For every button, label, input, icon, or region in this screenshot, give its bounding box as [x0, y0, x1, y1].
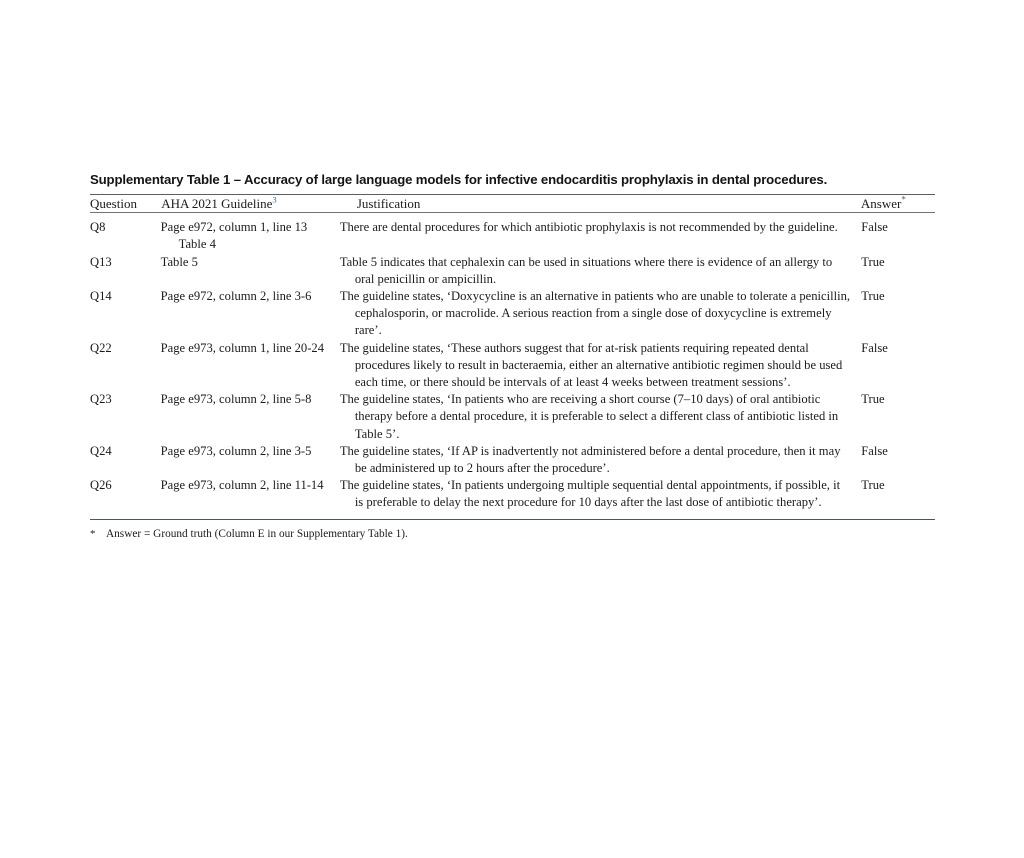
supplementary-table [90, 195, 935, 212]
footnote-marker: * [90, 527, 96, 540]
cell-justification: The guideline states, ‘In patients undergoing multiple sequential dental appointments, if possible, it is preferable to delay the next procedure for 10 days after the last dose of antibiotic therapy’. [339, 478, 841, 510]
cell-question: Q26 [90, 478, 112, 493]
supplementary-table-body [90, 213, 935, 518]
table-caption: Supplementary Table 1 – Accuracy of large language models for infective endocarditis prophylaxis in dental procedures. [90, 172, 828, 187]
cell-guideline-line1: Page e973, column 1, line 20-24 [160, 340, 324, 355]
cell-guideline [161, 443, 355, 477]
table-header [90, 195, 935, 212]
cell-justification: Table 5 indicates that cephalexin can be used in situations where there is evidence of an allergy to oral penicillin or ampicillin. [339, 254, 833, 286]
cell-guideline-line1: Page e973, column 2, line 11-14 [160, 478, 324, 493]
cell-guideline [161, 477, 355, 518]
cell-guideline [161, 340, 355, 392]
table-row [90, 340, 935, 392]
cell-guideline-line1: Page e973, column 2, line 3-5 [160, 443, 312, 458]
table-row [90, 477, 935, 518]
guideline-reference-superscript: 3 [272, 194, 277, 205]
supplementary-table-page [90, 172, 935, 542]
cell-answer: True [861, 254, 885, 269]
column-header-guideline-text: AHA 2021 Guideline [161, 196, 273, 211]
cell-answer: True [861, 392, 885, 407]
cell-guideline-line1: Page e972, column 1, line 13 [160, 220, 308, 235]
cell-answer: True [861, 478, 885, 493]
table-row [90, 443, 935, 477]
table-row [90, 254, 935, 288]
cell-question: Q22 [90, 340, 112, 355]
cell-justification: The guideline states, ‘Doxycycline is an alternative in patients who are unable to tolerate a penicillin, cephalosporin, or macrolide. A serious reaction from a single dose of doxycycline is extremely rare’. [339, 289, 851, 338]
cell-guideline [161, 213, 355, 253]
cell-justification: There are dental procedures for which antibiotic prophylaxis is not recommended by the guideline. [339, 220, 838, 235]
cell-answer: True [861, 289, 885, 304]
cell-guideline-line2: Table 4 [178, 237, 216, 252]
table-bottom-rule [90, 519, 935, 520]
column-header-guideline [161, 195, 357, 212]
cell-answer: False [861, 220, 888, 235]
cell-answer: False [861, 340, 888, 355]
cell-question: Q13 [90, 254, 112, 269]
cell-justification: The guideline states, ‘If AP is inadvertently not administered before a dental procedure, then it may be administered up to 2 hours after the procedure’. [339, 443, 841, 476]
table-row [90, 288, 935, 340]
table-footnote [90, 527, 935, 542]
cell-justification: The guideline states, ‘These authors suggest that for at-risk patients requiring repeated dental procedures likely to result in bacteraemia, either an alternative antibiotic regimen should be used each time, or there should be intervals of at least 4 weeks between treatment sessions’. [339, 340, 843, 390]
cell-question: Q8 [90, 220, 106, 235]
table-header-row [90, 195, 935, 212]
column-header-justification: Justification [356, 196, 421, 211]
cell-question: Q24 [90, 443, 112, 458]
column-header-question: Question [90, 196, 137, 211]
column-header-answer-text: Answer [860, 196, 902, 211]
cell-justification: The guideline states, ‘In patients who are receiving a short course (7–10 days) of oral antibiotic therapy before a dental procedure, it is preferable to select a different class of antibiotic listed in Table 5’. [339, 392, 839, 441]
table-row [90, 391, 935, 443]
cell-question: Q14 [90, 289, 112, 304]
cell-guideline-line1: Page e972, column 2, line 3-6 [160, 289, 312, 304]
cell-guideline-line1: Table 5 [160, 254, 198, 269]
table-row [90, 213, 935, 253]
cell-guideline [161, 391, 355, 443]
column-header-answer [861, 195, 935, 212]
cell-question: Q23 [90, 392, 112, 407]
answer-footnote-superscript: * [901, 194, 906, 205]
cell-guideline [161, 288, 355, 340]
table-body [90, 213, 935, 518]
footnote-text: Answer = Ground truth (Column E in our Supplementary Table 1). [106, 527, 408, 540]
cell-guideline-line1: Page e973, column 2, line 5-8 [160, 392, 312, 407]
cell-guideline [161, 254, 355, 288]
cell-answer: False [861, 443, 888, 458]
